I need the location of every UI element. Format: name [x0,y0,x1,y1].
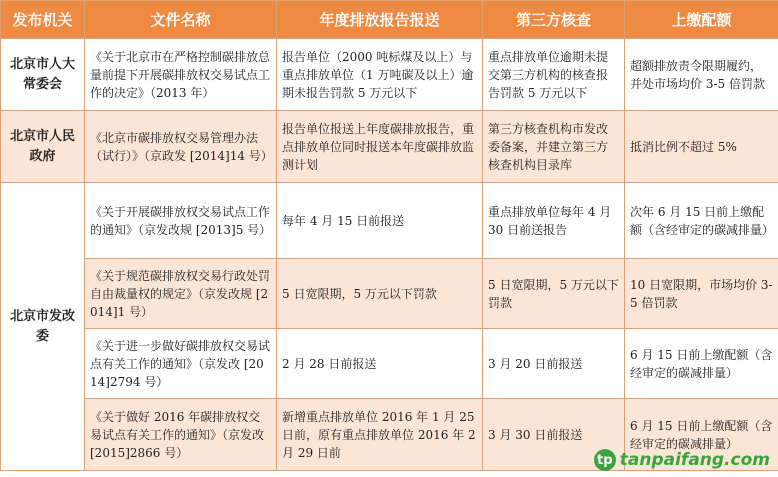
table-row [1,39,778,111]
site-watermark [594,449,770,471]
table-row [1,259,778,329]
file-cell: 《北京市碳排放权交易管理办法（试行）》（京政发 [2014]14 号） [85,111,277,183]
file-cell: 《关于做好 2016 年碳排放权交易试点有关工作的通知》（京发改 [2015]2866 号） [85,399,277,471]
quota-cell: 10 日宽限期，市场均价 3-5 倍罚款 [625,259,778,329]
header-quota-surrender: 上缴配额 [625,1,778,39]
report-cell: 新增重点排放单位 2016 年 1 月 25 日前，原有重点排放单位 2016 年 2 月 29 日前 [277,399,483,471]
table-row [1,111,778,183]
file-cell: 《关于规范碳排放权交易行政处罚自由裁量权的规定》（京发改规 [2014]1 号） [85,259,277,329]
issuer-cell: 北京市发改委 [1,183,85,471]
header-third-party-verification: 第三方核查 [483,1,625,39]
file-cell: 《关于进一步做好碳排放权交易试点有关工作的通知》（京发改 [2014]2794 号） [85,329,277,399]
verification-cell: 重点排放单位逾期未提交第三方机构的核查报告罚款 5 万元以下 [483,39,625,111]
header-annual-report: 年度排放报告报送 [277,1,483,39]
quota-cell: 次年 6 月 15 日前上缴配额（含经审定的碳减排量） [625,183,778,259]
tanpaifang-logo-icon: tp [594,449,616,471]
verification-cell: 3 月 20 日前报送 [483,329,625,399]
verification-cell: 3 月 30 日前报送 [483,399,625,471]
file-cell: 《关于开展碳排放权交易试点工作的通知》（京发改规 [2013]5 号） [85,183,277,259]
report-cell: 报告单位（2000 吨标煤及以上）与重点排放单位（1 万吨碳及以上）逾期未报告罚款 5 万元以下 [277,39,483,111]
verification-cell: 5 日宽限期，5 万元以下罚款 [483,259,625,329]
issuer-cell: 北京市人民政府 [1,111,85,183]
header-file-name: 文件名称 [85,1,277,39]
table-row [1,183,778,259]
issuer-cell: 北京市人大常委会 [1,39,85,111]
quota-cell: 6 月 15 日前上缴配额（含经审定的碳减排量） [625,399,778,471]
table-row [1,329,778,399]
report-cell: 报告单位报送上年度碳排放报告，重点排放单位同时报送本年度碳排放监测计划 [277,111,483,183]
verification-cell: 重点排放单位每年 4 月 30 日前送报告 [483,183,625,259]
verification-cell: 第三方核查机构市发改委备案，并建立第三方核查机构目录库 [483,111,625,183]
quota-cell: 超额排放责令限期履约，并处市场均价 3-5 倍罚款 [625,39,778,111]
file-cell: 《关于北京市在严格控制碳排放总量前提下开展碳排放权交易试点工作的决定》（2013 年） [85,39,277,111]
quota-cell: 抵消比例不超过 5% [625,111,778,183]
header-issuer: 发布机关 [1,1,85,39]
quota-cell: 6 月 15 日前上缴配额（含经审定的碳减排量） [625,329,778,399]
report-cell: 5 日宽限期，5 万元以下罚款 [277,259,483,329]
watermark-text: tanpaifang.com [619,450,770,470]
table-header-row [1,1,778,39]
report-cell: 2 月 28 日前报送 [277,329,483,399]
report-cell: 每年 4 月 15 日前报送 [277,183,483,259]
